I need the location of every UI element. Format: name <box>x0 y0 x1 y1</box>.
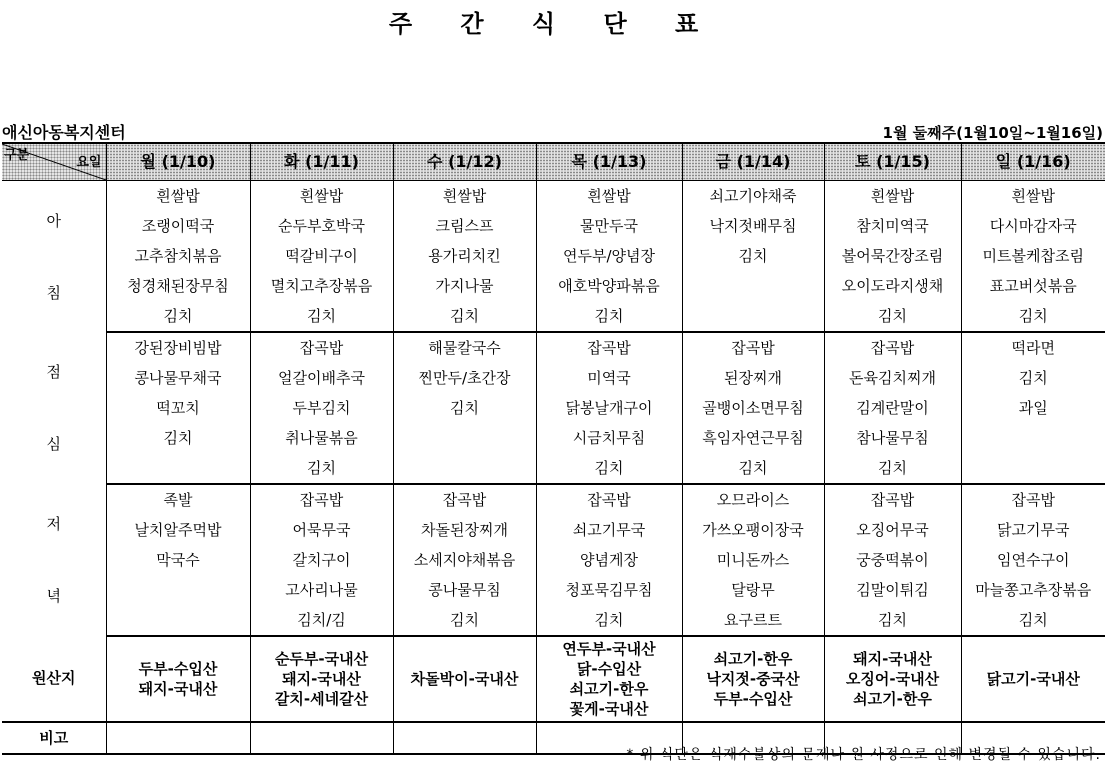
menu-cell-breakfast-wed: 흰쌀밥 <box>393 181 536 212</box>
menu-cell-lunch-wed: 김치 <box>393 393 536 423</box>
menu-cell-dinner-sun: 닭고기무국 <box>961 515 1105 545</box>
menu-cell-breakfast-wed: 크림스프 <box>393 211 536 241</box>
origin-line: 쇠고기-한우 <box>713 650 793 668</box>
origin-cell-thu <box>536 636 682 722</box>
menu-cell-lunch-mon: 콩나물무채국 <box>106 363 250 393</box>
dinner-label <box>2 484 106 636</box>
origin-line: 닭고기-국내산 <box>986 670 1080 688</box>
origin-cell-sat <box>824 636 961 722</box>
menu-cell-lunch-wed: 찐만두/초간장 <box>393 363 536 393</box>
menu-cell-breakfast-fri <box>682 271 824 301</box>
day-header-sat: 토 (1/15) <box>824 143 961 181</box>
header-row <box>2 143 1105 181</box>
menu-cell-dinner-tue: 갈치구이 <box>250 545 393 575</box>
dinner-label-bottom: 녁 <box>46 587 61 605</box>
footnote: * 위 식단은 식재수불상의 문제나 원 사정으로 인해 변경될 수 있습니다. <box>626 747 1101 763</box>
menu-cell-breakfast-thu: 김치 <box>536 301 682 332</box>
origin-line: 두부-수입산 <box>138 660 218 678</box>
page-title: 주 간 식 단 표 <box>388 10 719 38</box>
origin-line: 돼지-국내산 <box>282 670 361 688</box>
menu-cell-breakfast-sun: 흰쌀밥 <box>961 181 1105 212</box>
origin-line: 두부-수입산 <box>713 690 793 708</box>
menu-cell-lunch-fri: 잡곡밥 <box>682 332 824 363</box>
center-name: 애신아동복지센터 <box>2 123 126 142</box>
menu-cell-lunch-sat: 돈육김치찌개 <box>824 363 961 393</box>
breakfast-row <box>2 211 1105 241</box>
dinner-row <box>2 515 1105 545</box>
breakfast-label-top: 아 <box>46 211 61 230</box>
menu-cell-lunch-fri: 흑임자연근무침 <box>682 423 824 453</box>
menu-cell-lunch-fri: 된장찌개 <box>682 363 824 393</box>
menu-cell-lunch-fri: 골뱅이소면무침 <box>682 393 824 423</box>
menu-cell-lunch-sat: 참나물무침 <box>824 423 961 453</box>
menu-cell-dinner-sat: 오징어무국 <box>824 515 961 545</box>
menu-cell-breakfast-tue: 흰쌀밥 <box>250 181 393 212</box>
origin-line: 쇠고기-한우 <box>569 680 649 698</box>
menu-cell-dinner-sun: 마늘쫑고추장볶음 <box>961 575 1105 605</box>
menu-cell-dinner-tue: 잡곡밥 <box>250 484 393 515</box>
breakfast-label <box>2 181 106 333</box>
dinner-label-top: 저 <box>46 515 61 533</box>
day-header-wed: 수 (1/12) <box>393 143 536 181</box>
menu-cell-breakfast-wed: 용가리치킨 <box>393 241 536 271</box>
menu-cell-dinner-mon: 막국수 <box>106 545 250 575</box>
menu-cell-lunch-sun <box>961 423 1105 453</box>
day-header-sun: 일 (1/16) <box>961 143 1105 181</box>
menu-cell-dinner-fri: 미니돈까스 <box>682 545 824 575</box>
menu-cell-dinner-thu: 쇠고기무국 <box>536 515 682 545</box>
menu-cell-breakfast-mon: 청경채된장무침 <box>106 271 250 301</box>
dinner-row <box>2 605 1105 636</box>
menu-cell-breakfast-wed: 가지나물 <box>393 271 536 301</box>
menu-cell-lunch-thu: 잡곡밥 <box>536 332 682 363</box>
menu-cell-dinner-thu: 청포묵김무침 <box>536 575 682 605</box>
origin-line: 닭-수입산 <box>576 660 642 678</box>
day-header-fri: 금 (1/14) <box>682 143 824 181</box>
menu-cell-lunch-thu: 시금치무침 <box>536 423 682 453</box>
origin-line: 돼지-국내산 <box>853 650 932 668</box>
day-header-thu: 목 (1/13) <box>536 143 682 181</box>
menu-cell-lunch-wed: 해물칼국수 <box>393 332 536 363</box>
corner-category-label: 구분 <box>4 148 30 163</box>
breakfast-row <box>2 271 1105 301</box>
menu-cell-dinner-sat: 김말이튀김 <box>824 575 961 605</box>
menu-cell-dinner-wed: 콩나물무침 <box>393 575 536 605</box>
menu-cell-dinner-wed: 차돌된장찌개 <box>393 515 536 545</box>
menu-cell-lunch-tue: 김치 <box>250 453 393 484</box>
origin-cell-mon <box>106 636 250 722</box>
lunch-row <box>2 453 1105 484</box>
origin-cell-sun <box>961 636 1105 722</box>
menu-cell-lunch-tue: 두부김치 <box>250 393 393 423</box>
menu-cell-lunch-wed <box>393 453 536 484</box>
origin-row <box>2 636 1105 722</box>
day-header-mon: 월 (1/10) <box>106 143 250 181</box>
menu-cell-dinner-tue: 어묵무국 <box>250 515 393 545</box>
menu-cell-lunch-sat: 김치 <box>824 453 961 484</box>
breakfast-row <box>2 301 1105 332</box>
menu-cell-lunch-sun <box>961 453 1105 484</box>
menu-cell-breakfast-sun: 김치 <box>961 301 1105 332</box>
menu-cell-breakfast-sat: 참치미역국 <box>824 211 961 241</box>
header-corner <box>2 143 106 181</box>
menu-cell-breakfast-mon: 고추참치볶음 <box>106 241 250 271</box>
menu-cell-breakfast-tue: 순두부호박국 <box>250 211 393 241</box>
menu-cell-dinner-fri: 요구르트 <box>682 605 824 636</box>
menu-cell-dinner-mon: 날치알주먹밥 <box>106 515 250 545</box>
lunch-row <box>2 423 1105 453</box>
menu-cell-breakfast-fri <box>682 301 824 332</box>
menu-cell-lunch-mon: 떡꼬치 <box>106 393 250 423</box>
menu-cell-dinner-fri: 달랑무 <box>682 575 824 605</box>
menu-cell-lunch-wed <box>393 423 536 453</box>
menu-cell-breakfast-thu: 물만두국 <box>536 211 682 241</box>
menu-cell-breakfast-thu: 연두부/양념장 <box>536 241 682 271</box>
menu-cell-lunch-thu: 김치 <box>536 453 682 484</box>
menu-cell-lunch-tue: 얼갈이배추국 <box>250 363 393 393</box>
day-header-tue: 화 (1/11) <box>250 143 393 181</box>
breakfast-row <box>2 241 1105 271</box>
remarks-cell <box>250 722 393 754</box>
origin-line: 꽃게-국내산 <box>569 700 649 718</box>
origin-line: 쇠고기-한우 <box>853 690 932 708</box>
menu-cell-dinner-wed: 소세지야채볶음 <box>393 545 536 575</box>
origin-line: 차돌박이-국내산 <box>410 670 519 688</box>
menu-cell-breakfast-fri: 쇠고기야채죽 <box>682 181 824 212</box>
breakfast-row <box>2 181 1105 212</box>
menu-cell-breakfast-sat: 김치 <box>824 301 961 332</box>
origin-cell-wed <box>393 636 536 722</box>
origin-line: 오징어-국내산 <box>845 670 940 688</box>
menu-cell-breakfast-wed: 김치 <box>393 301 536 332</box>
menu-cell-lunch-tue: 취나물볶음 <box>250 423 393 453</box>
lunch-row <box>2 332 1105 363</box>
menu-cell-breakfast-fri: 김치 <box>682 241 824 271</box>
menu-cell-lunch-mon: 김치 <box>106 423 250 453</box>
menu-table <box>2 142 1105 755</box>
menu-cell-breakfast-sat: 볼어묵간장조림 <box>824 241 961 271</box>
menu-cell-dinner-fri: 오므라이스 <box>682 484 824 515</box>
menu-cell-lunch-sun: 과일 <box>961 393 1105 423</box>
menu-cell-lunch-mon <box>106 453 250 484</box>
menu-cell-breakfast-sun: 미트볼케찹조림 <box>961 241 1105 271</box>
menu-cell-dinner-sat: 궁중떡볶이 <box>824 545 961 575</box>
menu-cell-dinner-sat: 김치 <box>824 605 961 636</box>
menu-cell-breakfast-sat: 흰쌀밥 <box>824 181 961 212</box>
menu-cell-lunch-tue: 잡곡밥 <box>250 332 393 363</box>
origin-line: 연두부-국내산 <box>562 640 656 658</box>
menu-cell-dinner-wed: 잡곡밥 <box>393 484 536 515</box>
lunch-label-bottom: 심 <box>46 435 61 453</box>
dinner-row <box>2 484 1105 515</box>
breakfast-label-bottom: 침 <box>46 283 61 302</box>
menu-cell-lunch-mon: 강된장비빔밥 <box>106 332 250 363</box>
dinner-row <box>2 545 1105 575</box>
menu-cell-lunch-thu: 미역국 <box>536 363 682 393</box>
menu-cell-lunch-sat: 김계란말이 <box>824 393 961 423</box>
menu-cell-breakfast-tue: 떡갈비구이 <box>250 241 393 271</box>
remarks-cell <box>106 722 250 754</box>
menu-cell-dinner-thu: 잡곡밥 <box>536 484 682 515</box>
menu-cell-dinner-mon <box>106 575 250 605</box>
menu-cell-breakfast-mon: 흰쌀밥 <box>106 181 250 212</box>
menu-cell-dinner-sun: 잡곡밥 <box>961 484 1105 515</box>
remarks-cell <box>393 722 536 754</box>
origin-line: 낙지젓-중국산 <box>706 670 800 688</box>
menu-cell-dinner-sat: 잡곡밥 <box>824 484 961 515</box>
menu-cell-breakfast-mon: 조랭이떡국 <box>106 211 250 241</box>
menu-cell-lunch-thu: 닭봉날개구이 <box>536 393 682 423</box>
lunch-row <box>2 393 1105 423</box>
origin-label: 원산지 <box>2 636 106 722</box>
menu-cell-breakfast-sat: 오이도라지생채 <box>824 271 961 301</box>
menu-cell-dinner-wed: 김치 <box>393 605 536 636</box>
lunch-label <box>2 332 106 484</box>
menu-cell-breakfast-tue: 김치 <box>250 301 393 332</box>
lunch-label-top: 점 <box>46 363 61 381</box>
menu-cell-dinner-mon <box>106 605 250 636</box>
menu-cell-breakfast-thu: 애호박양파볶음 <box>536 271 682 301</box>
menu-cell-breakfast-fri: 낙지젓배무침 <box>682 211 824 241</box>
origin-line: 갈치-세네갈산 <box>274 690 369 708</box>
menu-cell-lunch-sun: 떡라면 <box>961 332 1105 363</box>
menu-cell-breakfast-sun: 표고버섯볶음 <box>961 271 1105 301</box>
menu-cell-dinner-fri: 가쓰오팽이장국 <box>682 515 824 545</box>
origin-line: 순두부-국내산 <box>274 650 369 668</box>
week-label: 1월 둘째주(1월10일~1월16일) <box>882 124 1103 142</box>
menu-cell-lunch-sun: 김치 <box>961 363 1105 393</box>
menu-cell-breakfast-thu: 흰쌀밥 <box>536 181 682 212</box>
menu-cell-breakfast-mon: 김치 <box>106 301 250 332</box>
lunch-row <box>2 363 1105 393</box>
menu-cell-lunch-sat: 잡곡밥 <box>824 332 961 363</box>
origin-line: 돼지-국내산 <box>138 680 218 698</box>
menu-cell-dinner-mon: 족발 <box>106 484 250 515</box>
corner-day-label: 요일 <box>76 155 102 170</box>
menu-cell-dinner-thu: 김치 <box>536 605 682 636</box>
origin-cell-fri <box>682 636 824 722</box>
menu-cell-breakfast-sun: 다시마감자국 <box>961 211 1105 241</box>
menu-cell-dinner-sun: 김치 <box>961 605 1105 636</box>
menu-cell-dinner-thu: 양념게장 <box>536 545 682 575</box>
menu-cell-breakfast-tue: 멸치고추장볶음 <box>250 271 393 301</box>
origin-cell-tue <box>250 636 393 722</box>
remarks-label: 비고 <box>2 722 106 754</box>
menu-cell-dinner-tue: 고사리나물 <box>250 575 393 605</box>
menu-cell-lunch-fri: 김치 <box>682 453 824 484</box>
menu-cell-dinner-tue: 김치/김 <box>250 605 393 636</box>
menu-cell-dinner-sun: 임연수구이 <box>961 545 1105 575</box>
dinner-row <box>2 575 1105 605</box>
